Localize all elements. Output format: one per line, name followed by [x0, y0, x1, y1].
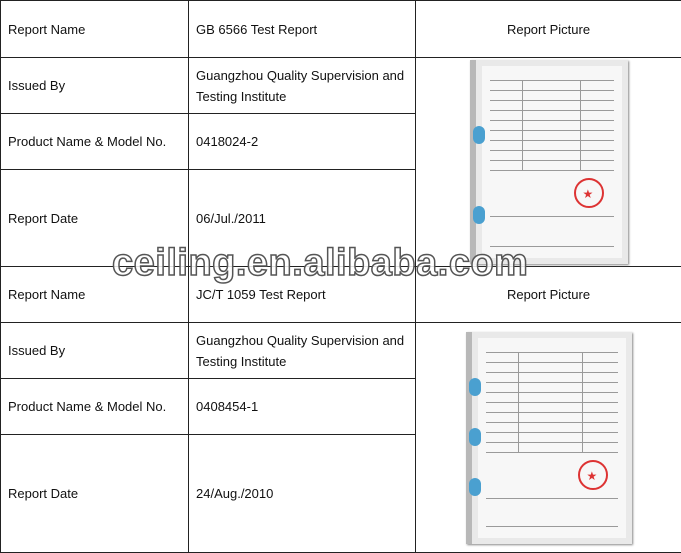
binder-tab-icon	[469, 478, 481, 496]
report-document-image	[470, 60, 628, 264]
binder-tab-icon	[473, 206, 485, 224]
red-seal-icon	[578, 460, 608, 490]
report-picture-label: Report Picture	[416, 267, 681, 323]
product-name-label: Product Name & Model No.	[1, 379, 189, 435]
report-picture-cell	[416, 58, 681, 267]
table-row	[1, 1, 681, 58]
report-name-value: GB 6566 Test Report	[189, 1, 416, 58]
binder-tab-icon	[469, 428, 481, 446]
report-name-label: Report Name	[1, 1, 189, 58]
report-picture-cell	[416, 323, 681, 553]
issued-by-value: Guangzhou Quality Supervision and Testing Institute	[189, 58, 416, 114]
report-date-value: 24/Aug./2010	[189, 435, 416, 553]
report-document-image	[466, 332, 632, 544]
issued-by-value: Guangzhou Quality Supervision and Testing Institute	[189, 323, 416, 379]
product-name-value: 0418024-2	[189, 114, 416, 170]
watermark: ceiling.en.alibaba.com	[112, 242, 529, 284]
product-name-label: Product Name & Model No.	[1, 114, 189, 170]
issued-by-label: Issued By	[1, 58, 189, 114]
report-date-value: 06/Jul./2011	[189, 170, 416, 267]
binder-tab-icon	[469, 378, 481, 396]
report-picture-label: Report Picture	[416, 1, 681, 58]
report-date-label: Report Date	[1, 170, 189, 267]
red-seal-icon	[574, 178, 604, 208]
report-date-label: Report Date	[1, 435, 189, 553]
binder-tab-icon	[473, 126, 485, 144]
table-row	[1, 267, 681, 323]
product-name-value: 0408454-1	[189, 379, 416, 435]
table-row	[1, 58, 681, 114]
report-name-value: JC/T 1059 Test Report	[189, 267, 416, 323]
issued-by-label: Issued By	[1, 323, 189, 379]
report-name-label: Report Name	[1, 267, 189, 323]
table-row	[1, 323, 681, 379]
